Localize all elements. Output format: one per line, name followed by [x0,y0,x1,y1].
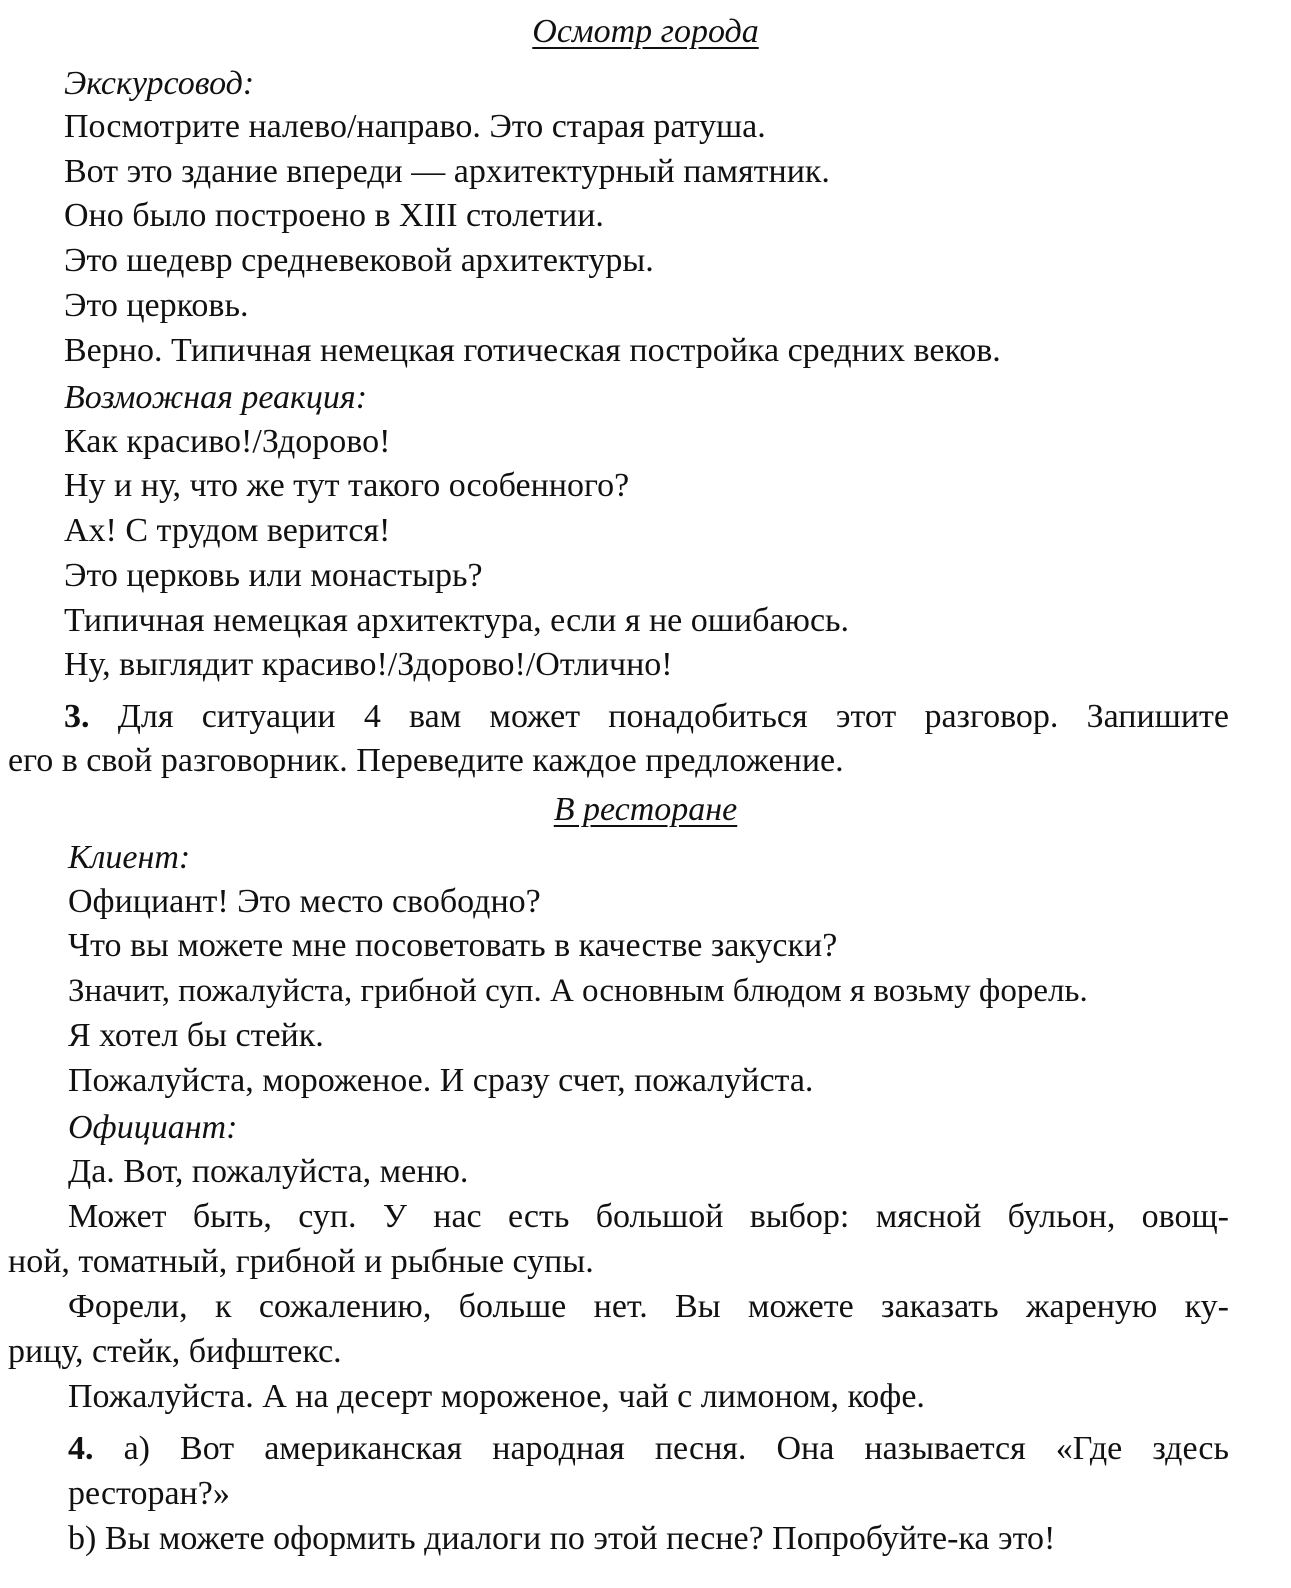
dialogue-line: Пожалуйста. А на десерт мороженое, чай с лимоном, кофе. [68,1378,925,1415]
dialogue-line: Типичная немецкая архитектура, если я не ошибаюсь. [64,602,850,639]
dialogue-line: Это церковь или монастырь? [64,557,483,594]
dialogue-line: Что вы можете мне посоветовать в качестве закуски? [68,927,838,964]
dialogue-line: ной, томатный, грибной и рыбные супы. [8,1243,594,1280]
task-text: а) Вот американская народная песня. Она называется «Где здесь [123,1430,1229,1467]
dialogue-line: Ну и ну, что же тут такого особенного? [64,467,630,504]
section-title-restaurant: В ресторане [553,791,738,828]
task-number: 3. [64,698,90,735]
speaker-client: Клиент: [68,839,191,876]
task-4-line-2: ресторан?» [68,1475,230,1512]
dialogue-line: Значит, пожалуйста, грибной суп. А основным блюдом я возьму форель. [68,973,1088,1009]
dialogue-line: Оно было построено в XIII столетии. [64,197,604,234]
dialogue-line: Верно. Типичная немецкая готическая постройка средних веков. [64,332,1001,369]
speaker-reaction: Возможная реакция: [64,379,368,416]
task-4-line-1 [68,1429,1229,1469]
task-4-line-3: b) Вы можете оформить диалоги по этой песне? Попробуйте-ка это! [68,1520,1056,1557]
dialogue-line: Ну, выглядит красиво!/Здорово!/Отлично! [64,646,673,683]
dialogue-line: рицу, стейк, бифштекс. [8,1333,342,1370]
dialogue-line: Это церковь. [64,287,249,324]
dialogue-line: Как красиво!/Здорово! [64,423,391,460]
dialogue-line: Я хотел бы стейк. [68,1017,324,1054]
dialogue-line: Да. Вот, пожалуйста, меню. [68,1153,469,1190]
task-3-line-2: его в свой разговорник. Переведите каждое предложение. [8,742,844,779]
dialogue-line: Ах! С трудом верится! [64,512,391,549]
dialogue-line: Может быть, суп. У нас есть большой выбор: мясной бульон, овощ- [68,1198,1229,1235]
task-3-line-1 [64,697,1229,737]
speaker-guide: Экскурсовод: [64,65,255,102]
speaker-waiter: Официант: [68,1109,238,1146]
dialogue-line: Вот это здание впереди — архитектурный памятник. [64,153,830,190]
task-number: 4. [68,1430,94,1467]
dialogue-line: Пожалуйста, мороженое. И сразу счет, пожалуйста. [68,1062,814,1099]
dialogue-line: Официант! Это место свободно? [68,883,541,920]
dialogue-line: Форели, к сожалению, больше нет. Вы можете заказать жареную ку- [68,1288,1229,1325]
section-title-city-tour: Осмотр города [532,13,759,50]
dialogue-line: Посмотрите налево/направо. Это старая ратуша. [64,108,766,145]
dialogue-line: Это шедевр средневековой архитектуры. [64,242,654,279]
task-text: Для ситуации 4 вам может понадобиться этот разговор. Запишите [117,698,1229,735]
